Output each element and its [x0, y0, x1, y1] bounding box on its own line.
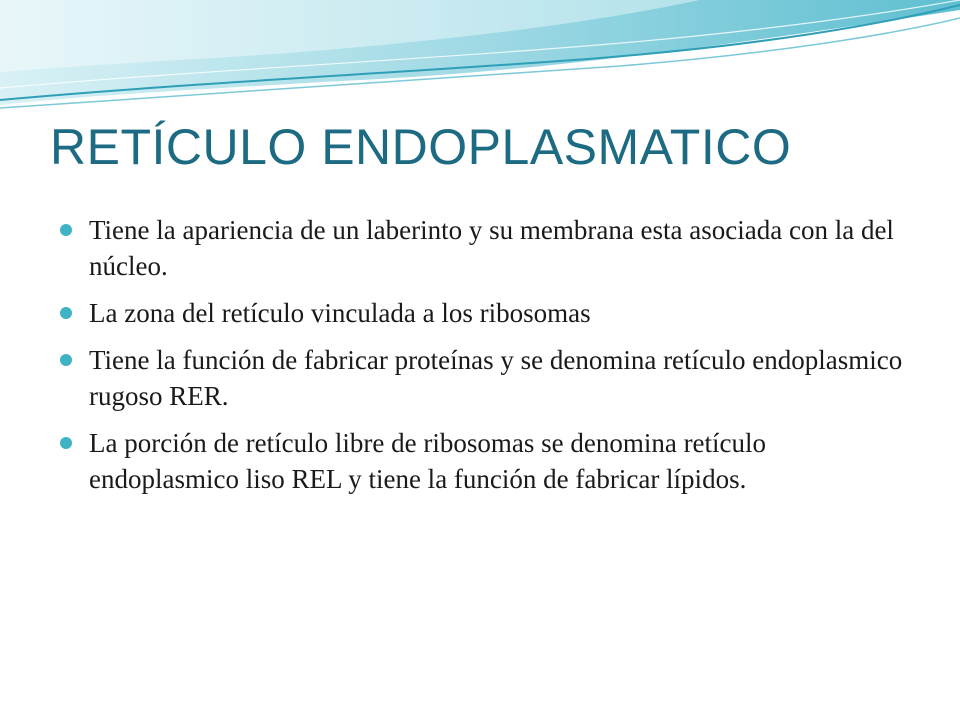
bullet-text: Tiene la apariencia de un laberinto y su membrana esta asociada con la del núcleo. — [89, 215, 894, 281]
bullet-item — [60, 425, 920, 497]
slide-title: RETÍCULO ENDOPLASMATICO — [50, 119, 792, 175]
bullet-marker-icon — [60, 224, 72, 236]
bullet-item — [60, 295, 920, 331]
bullet-text: La zona del retículo vinculada a los ribosomas — [89, 298, 591, 328]
bullet-marker-icon — [60, 354, 72, 366]
bullet-list — [60, 212, 920, 508]
header-wave-decoration — [0, 0, 960, 120]
bullet-text: La porción de retículo libre de ribosomas se denomina retículo endoplasmico liso REL y tiene la función de fabricar lípidos. — [89, 428, 767, 494]
bullet-text: Tiene la función de fabricar proteínas y se denomina retículo endoplasmico rugoso RER. — [89, 345, 903, 411]
bullet-marker-icon — [60, 437, 72, 449]
bullet-item — [60, 212, 920, 284]
bullet-marker-icon — [60, 307, 72, 319]
bullet-item — [60, 342, 920, 414]
